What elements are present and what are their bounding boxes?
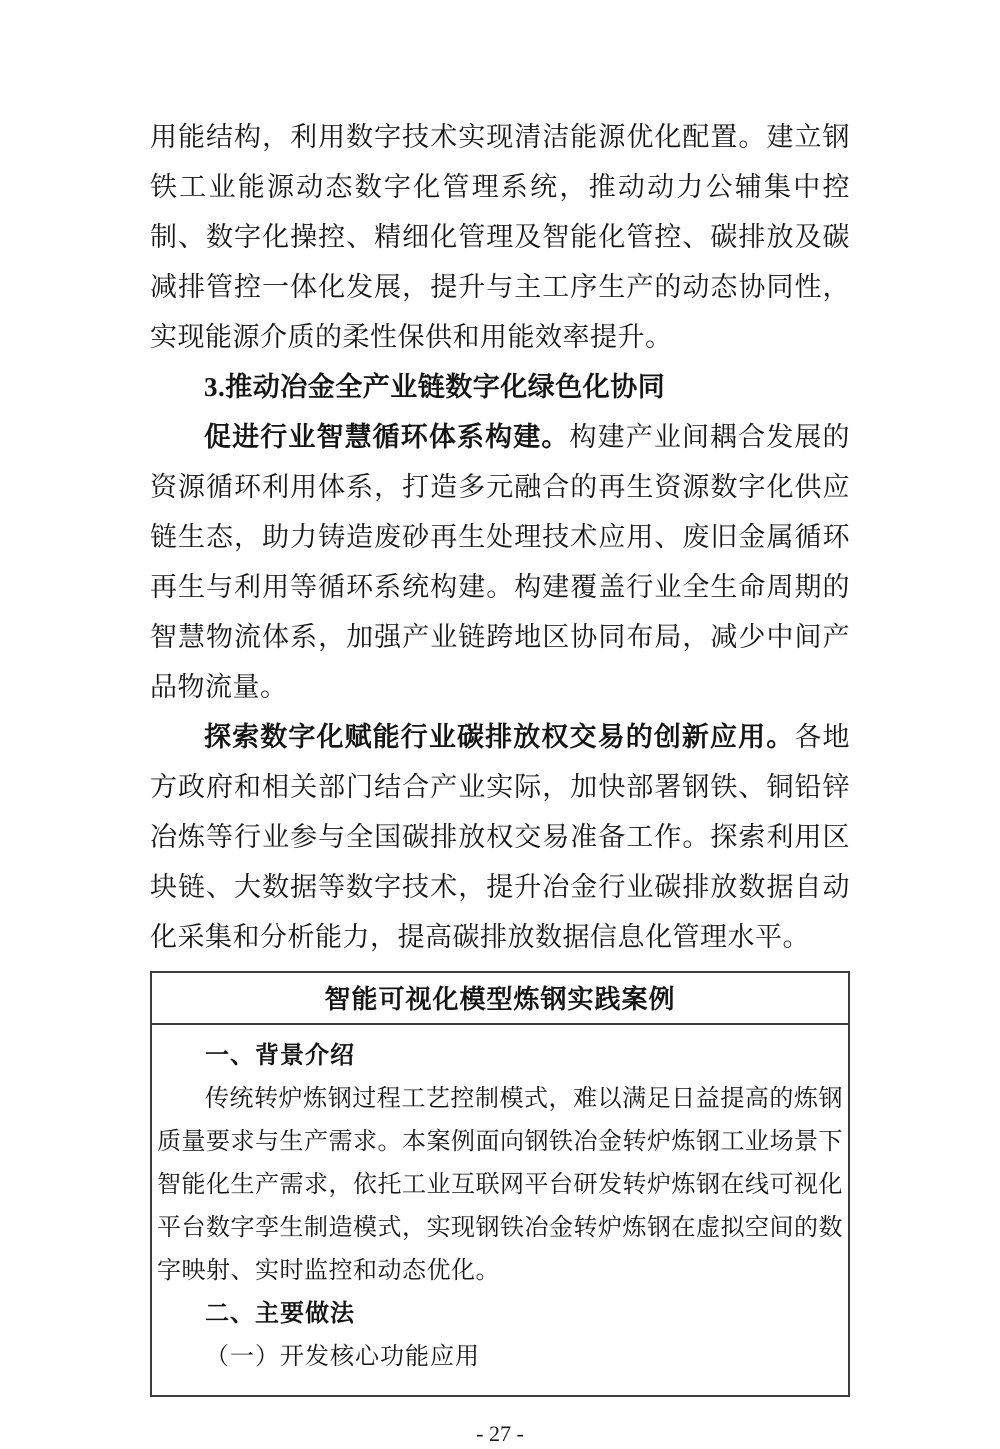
body-paragraph — [150, 412, 850, 712]
case-section2-subheading: （一）开发核心功能应用 — [205, 1344, 480, 1370]
case-section1-paragraph: 传统转炉炼钢过程工艺控制模式，难以满足日益提高的炼钢质量要求与生产需求。本案例面向钢铁冶金转炉炼钢工业场景下智能化生产需求，依托工业互联网平台研发转炉炼钢在线可视化平台数字孪生制造模式，实现钢铁冶金转炉炼钢在虚拟空间的数字映射、实时监控和动态优化。 — [157, 1086, 843, 1284]
case-study-box — [150, 971, 850, 1397]
paragraph-lead-bold: 探索数字化赋能行业碳排放权交易的创新应用。 — [204, 722, 795, 752]
case-section1-heading: 一、背景介绍 — [205, 1043, 355, 1069]
body-paragraph — [150, 712, 850, 962]
page-number: - 27 - — [476, 1421, 524, 1446]
case-box-body — [152, 1025, 848, 1395]
case-box-title: 智能可视化模型炼钢实践案例 — [152, 973, 848, 1025]
case-section2-heading: 二、主要做法 — [205, 1301, 355, 1327]
body-paragraph-continuation: 用能结构，利用数字技术实现清洁能源优化配置。建立钢铁工业能源动态数字化管理系统，推动动力公辅集中控制、数字化操控、精细化管理及智能化管控、碳排放及碳减排管控一体化发展，提升与主工序生产的动态协同性，实现能源介质的柔性保供和用能效率提升。 — [150, 122, 850, 352]
paragraph-text: 各地方政府和相关部门结合产业实际，加快部署钢铁、铜铅锌冶炼等行业参与全国碳排放权交易准备工作。探索利用区块链、大数据等数字技术，提升冶金行业碳排放数据自动化采集和分析能力，提高碳排放数据信息化管理水平。 — [150, 722, 851, 952]
paragraph-text: 构建产业间耦合发展的资源循环利用体系，打造多元融合的再生资源数字化供应链生态，助力铸造废砂再生处理技术应用、废旧金属循环再生与利用等循环系统构建。构建覆盖行业全生命周期的智慧物流体系，加强产业链跨地区协同布局，减少中间产品物流量。 — [150, 422, 851, 702]
paragraph-lead-bold: 促进行业智慧循环体系构建。 — [204, 422, 570, 452]
section-heading: 3.推动冶金全产业链数字化绿色化协同 — [204, 372, 666, 402]
